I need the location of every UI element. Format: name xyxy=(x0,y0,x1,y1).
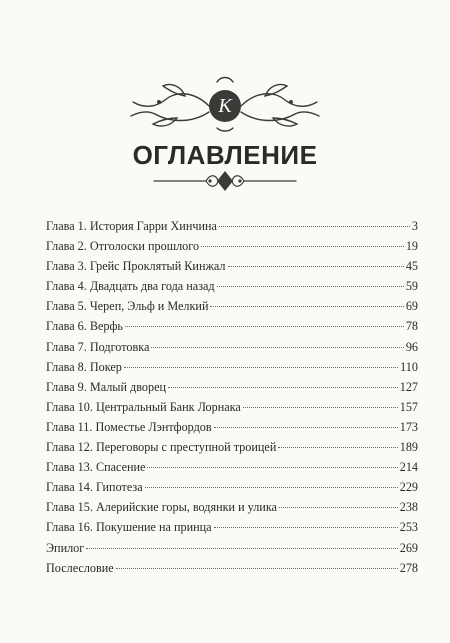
toc-entry-page: 69 xyxy=(405,299,418,314)
toc-entry-title: Глава 12. Переговоры с преступной троицей xyxy=(46,440,277,455)
toc-entry-page: 127 xyxy=(399,379,418,394)
toc-entry[interactable] xyxy=(46,500,418,520)
dot-leader xyxy=(116,568,398,569)
toc-entry-page: 238 xyxy=(399,500,418,515)
dot-leader xyxy=(210,306,403,307)
dot-leader xyxy=(278,447,397,448)
toc-entry-title: Глава 11. Поместье Лэнтфордов xyxy=(46,419,212,434)
toc-entry[interactable] xyxy=(46,400,418,420)
dot-leader xyxy=(214,427,398,428)
dot-leader xyxy=(228,266,404,267)
dot-leader xyxy=(168,387,398,388)
toc-entry-page: 45 xyxy=(405,259,418,274)
toc-entry-page: 229 xyxy=(399,480,418,495)
toc-entry[interactable] xyxy=(46,299,418,319)
toc-entry[interactable] xyxy=(46,340,418,360)
dot-leader xyxy=(243,407,398,408)
toc-entry-title: Глава 13. Спасение xyxy=(46,460,146,475)
toc-entry-title: Эпилог xyxy=(46,540,85,555)
toc-entry-page: 59 xyxy=(405,279,418,294)
toc-entry-title: Глава 14. Гипотеза xyxy=(46,480,143,495)
toc-entry[interactable] xyxy=(46,460,418,480)
toc-entry[interactable] xyxy=(46,480,418,500)
toc-entry-title: Глава 10. Центральный Банк Лорнака xyxy=(46,399,241,414)
toc-entry[interactable] xyxy=(46,259,418,279)
dot-leader xyxy=(201,246,404,247)
toc-entry[interactable] xyxy=(46,440,418,460)
toc-entry-title: Глава 5. Череп, Эльф и Мелкий xyxy=(46,299,209,314)
toc-entry-page: 96 xyxy=(405,339,418,354)
toc-entry[interactable] xyxy=(46,520,418,540)
page-title: ОГЛАВЛЕНИЕ xyxy=(132,140,318,170)
dot-leader xyxy=(86,548,397,549)
toc-entry-title: Глава 8. Покер xyxy=(46,359,122,374)
toc-entry-title: Глава 6. Верфь xyxy=(46,319,123,334)
toc-entry-title: Глава 3. Грейс Проклятый Кинжал xyxy=(46,259,226,274)
dot-leader xyxy=(219,226,410,227)
toc-entry-page: 78 xyxy=(405,319,418,334)
toc-entry-page: 269 xyxy=(399,540,418,555)
toc-entry-title: Глава 2. Отголоски прошлого xyxy=(46,239,200,254)
toc-entry-title: Глава 4. Двадцать два года назад xyxy=(46,279,215,294)
toc-entry-page: 19 xyxy=(405,239,418,254)
toc-entry-page: 278 xyxy=(399,560,418,575)
toc-entry-page: 253 xyxy=(399,520,418,535)
toc-entry[interactable] xyxy=(46,219,418,239)
toc-entry-title: Глава 1. История Гарри Хинчина xyxy=(46,219,217,233)
dot-leader xyxy=(151,347,403,348)
toc-entry-title: Глава 15. Алерийские горы, водянки и улика xyxy=(46,500,277,515)
dot-leader xyxy=(217,286,404,287)
toc-entry[interactable] xyxy=(46,561,418,581)
toc-entry[interactable] xyxy=(46,360,418,380)
toc-entry-title: Глава 9. Малый дворец xyxy=(46,379,167,394)
toc-entry-page: 3 xyxy=(411,219,418,233)
toc-entry-title: Глава 16. Покушение на принца xyxy=(46,520,212,535)
dot-leader xyxy=(147,467,397,468)
toc-entry[interactable] xyxy=(46,239,418,259)
toc-entry-page: 214 xyxy=(399,460,418,475)
table-of-contents xyxy=(46,219,418,581)
dot-leader xyxy=(125,326,404,327)
toc-entry-page: 110 xyxy=(400,359,418,374)
toc-entry-title: Глава 7. Подготовка xyxy=(46,339,150,354)
divider-ornament-icon xyxy=(150,168,300,194)
toc-entry-title: Послесловие xyxy=(46,560,114,575)
toc-entry[interactable] xyxy=(46,279,418,299)
dot-leader xyxy=(145,487,398,488)
dot-leader xyxy=(214,527,398,528)
toc-entry[interactable] xyxy=(46,541,418,561)
dot-leader xyxy=(124,367,398,368)
monogram-badge: K xyxy=(209,90,241,122)
toc-entry[interactable] xyxy=(46,420,418,440)
toc-entry-page: 173 xyxy=(399,419,418,434)
toc-entry[interactable] xyxy=(46,380,418,400)
toc-entry[interactable] xyxy=(46,319,418,339)
dot-leader xyxy=(279,507,398,508)
toc-entry-page: 157 xyxy=(399,399,418,414)
toc-entry-page: 189 xyxy=(399,440,418,455)
